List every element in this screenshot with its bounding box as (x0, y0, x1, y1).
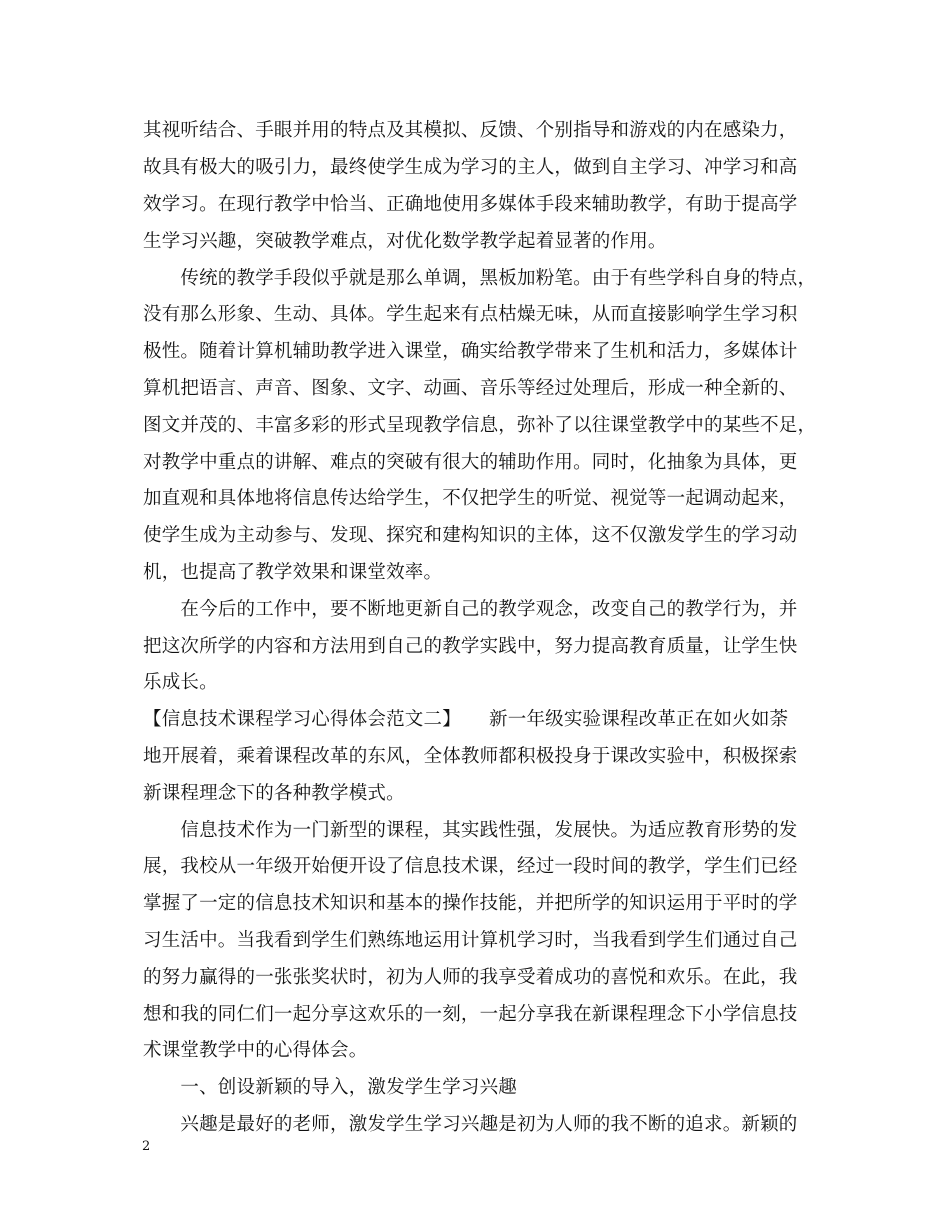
text-line: 掌握了一定的信息技术知识和基本的操作技能，并把所学的知识运用于平时的学 (143, 893, 798, 914)
text-line: 机，也提高了教学效果和课堂效率。 (143, 562, 443, 583)
text-line: 想和我的同仁们一起分享这欢乐的一刻，一起分享我在新课程理念下小学信息技 (143, 1004, 798, 1025)
text-line: 算机把语言、声音、图象、文字、动画、音乐等经过处理后，形成一种全新的、 (143, 378, 798, 399)
text-line: 对教学中重点的讲解、难点的突破有很大的辅助作用。同时，化抽象为具体，更 (143, 452, 798, 473)
subheading-line: 一、创设新颖的导入，激发学生学习兴趣 (143, 1077, 518, 1098)
text-line: 的努力赢得的一张张奖状时，初为人师的我享受着成功的喜悦和欢乐。在此，我 (143, 967, 798, 988)
text-line: 地开展着，乘着课程改革的东风，全体教师都积极投身于课改实验中，积极探索 (143, 746, 798, 767)
text-line: 习生活中。当我看到学生们熟练地运用计算机学习时，当我看到学生们通过自己 (143, 930, 798, 951)
page-number: 2 (142, 1139, 151, 1154)
text-line: 生学习兴趣，突破教学难点，对优化数学教学起着显著的作用。 (143, 231, 667, 252)
text-line: 其视听结合、手眼并用的特点及其模拟、反馈、个别指导和游戏的内在感染力， (143, 120, 798, 141)
text-line: 把这次所学的内容和方法用到自己的教学实践中，努力提高教育质量，让学生快 (143, 636, 798, 657)
text-line: 加直观和具体地将信息传达给学生，不仅把学生的听觉、视觉等一起调动起来， (143, 488, 798, 509)
section-heading-line: 【信息技术课程学习心得体会范文二】 新一年级实验课程改革正在如火如荼 (143, 709, 789, 730)
text-line: 使学生成为主动参与、发现、探究和建构知识的主体，这不仅激发学生的学习动 (143, 525, 798, 546)
text-line: 展，我校从一年级开始便开设了信息技术课，经过一段时间的教学，学生们已经 (143, 856, 798, 877)
text-line: 极性。随着计算机辅助教学进入课堂，确实给教学带来了生机和活力，多媒体计 (143, 341, 798, 362)
text-line: 图文并茂的、丰富多彩的形式呈现教学信息，弥补了以往课堂教学中的某些不足， (143, 415, 817, 436)
text-line: 新课程理念下的各种教学模式。 (143, 783, 405, 804)
text-line: 传统的教学手段似乎就是那么单调，黑板加粉笔。由于有些学科自身的特点， (143, 268, 817, 289)
text-line: 效学习。在现行教学中恰当、正确地使用多媒体手段来辅助教学，有助于提高学 (143, 194, 798, 215)
text-line: 故具有极大的吸引力，最终使学生成为学习的主人，做到自主学习、冲学习和高 (143, 157, 798, 178)
text-line: 乐成长。 (143, 672, 218, 693)
text-line: 没有那么形象、生动、具体。学生起来有点枯燥无味，从而直接影响学生学习积 (143, 304, 798, 325)
text-line: 在今后的工作中，要不断地更新自己的教学观念，改变自己的教学行为，并 (143, 599, 798, 620)
text-line: 兴趣是最好的老师，激发学生学习兴趣是初为人师的我不断的追求。新颖的 (143, 1114, 798, 1135)
text-line: 信息技术作为一门新型的课程，其实践性强，发展快。为适应教育形势的发 (143, 820, 798, 841)
text-line: 术课堂教学中的心得体会。 (143, 1040, 368, 1061)
